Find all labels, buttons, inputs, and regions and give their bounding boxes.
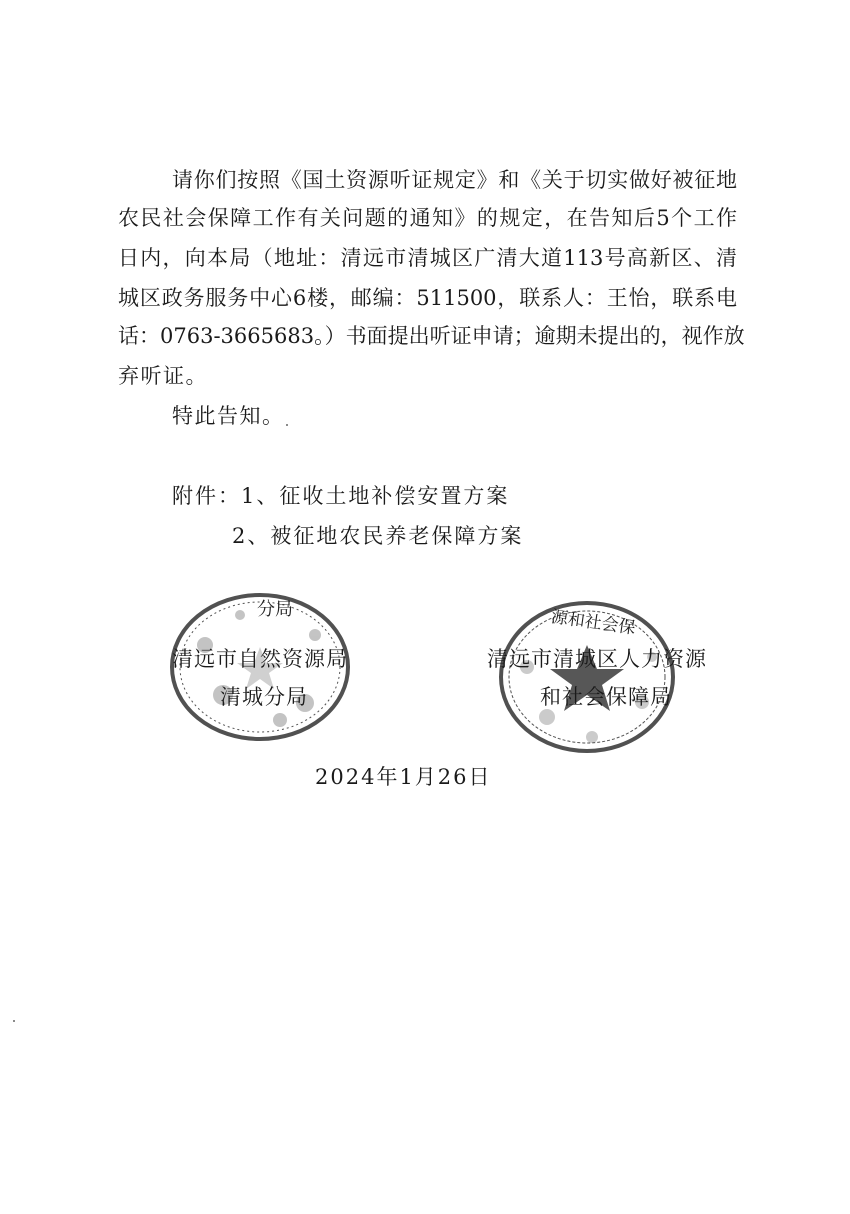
attachment-item-1: 附件：1、征收土地补偿安置方案	[172, 484, 510, 508]
right-org-name-line1: 清远市清城区人力资源	[487, 647, 707, 671]
paragraph-line: 话：0763-3665683。）书面提出听证申请；逾期未提出的，视作放	[118, 324, 745, 348]
left-seal-text: 分局	[257, 599, 293, 620]
scan-speck	[13, 1020, 15, 1022]
attachment-item-2: 2、被征地农民养老保障方案	[232, 524, 524, 548]
paragraph-line: 日内，向本局（地址：清远市清城区广清大道113号高新区、清	[118, 246, 737, 270]
paragraph-line: 城区政务服务中心6楼，邮编：511500，联系人：王怡，联系电	[118, 286, 737, 310]
paragraph-line: 请你们按照《国土资源听证规定》和《关于切实做好被征地	[172, 168, 737, 192]
document-date: 2024年1月26日	[315, 765, 492, 789]
left-org-name-line2: 清城分局	[220, 685, 308, 709]
paragraph-line: 弃听证。	[118, 364, 208, 388]
right-org-name-line2: 和社会保障局	[540, 685, 672, 709]
closing-text: 特此告知。	[172, 404, 285, 428]
left-org-name-line1: 清远市自然资源局	[172, 647, 348, 671]
right-seal-text: 源和社会保	[549, 606, 637, 639]
right-official-seal	[492, 597, 682, 757]
paragraph-line: 农民社会保障工作有关问题的通知》的规定，在告知后5个工作	[118, 206, 737, 230]
scan-speck	[286, 424, 288, 426]
